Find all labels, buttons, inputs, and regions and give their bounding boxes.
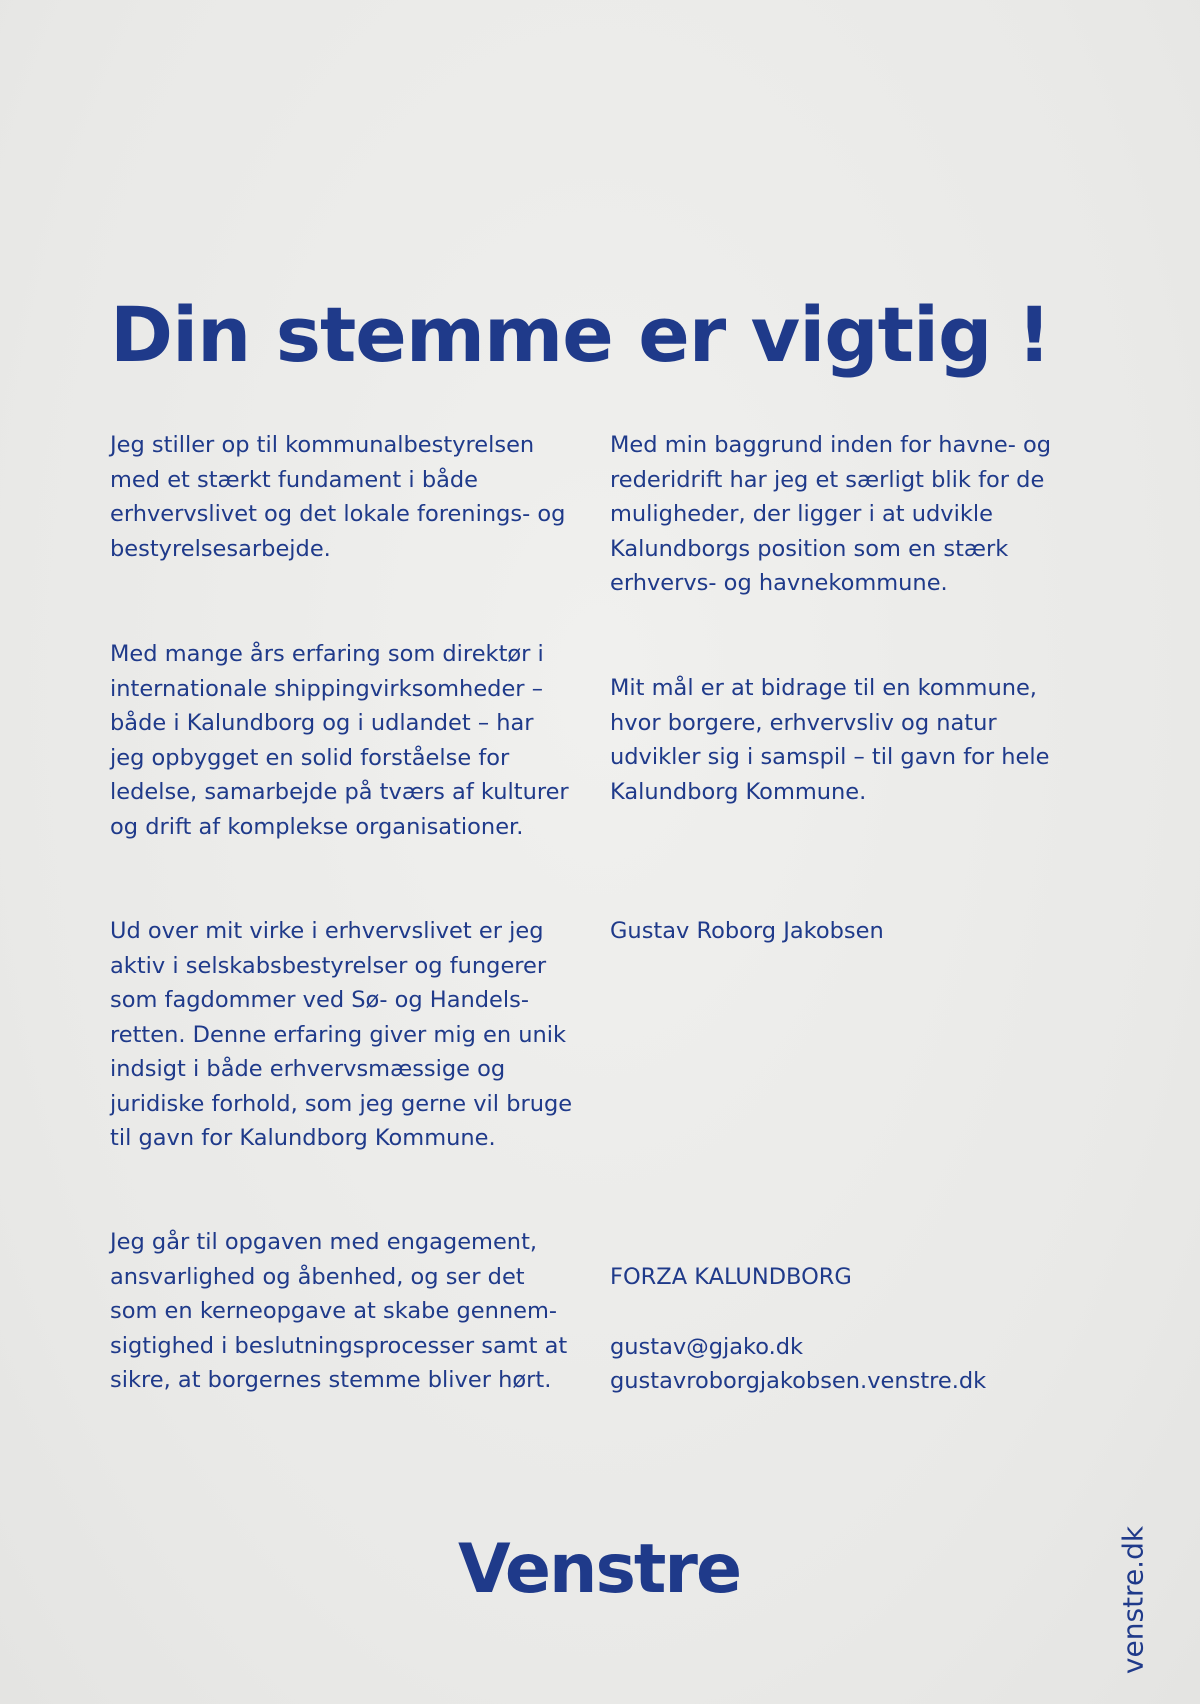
commitment-paragraph: Jeg går til opgaven med engagement, ansvarlighed og åbenhed, og ser det som en kerneopgave at skabe gennem- sigtighed i beslutningsprocesser samt at sikre, at borgernes stemme bliver hørt. xyxy=(110,1229,568,1393)
slogan: FORZA KALUNDBORG xyxy=(610,1264,852,1290)
background-paragraph: Med min baggrund inden for havne- og rederidrift har jeg et særligt blik for de muligheder, der ligger i at udvikle Kalundborgs position som en stærk erhvervs- og havnekommune. xyxy=(610,432,1052,596)
experience-paragraph: Med mange års erfaring som direktør i internationale shippingvirksomheder – både i Kalundborg og i udlandet – har jeg opbygget en solid forståelse for ledelse, samarbejde på tværs af kulturer og drift af komplekse organisationer. xyxy=(110,641,569,840)
board-paragraph: Ud over mit virke i erhvervslivet er jeg aktiv i selskabsbestyrelser og fungerer som fagdommer ved Sø- og Handels- retten. Denne erfaring giver mig en unik indsigt i både erhvervsmæssige og juridiske forhold, som jeg gerne vil bruge til gavn for Kalundborg Kommune. xyxy=(110,918,573,1151)
signature-name: Gustav Roborg Jakobsen xyxy=(610,918,884,944)
venstre-logo: Venstre xyxy=(458,1530,741,1609)
website-link[interactable]: gustavroborgjakobsen.venstre.dk xyxy=(610,1368,987,1394)
email-link[interactable]: gustav@gjako.dk xyxy=(610,1334,804,1360)
side-url[interactable]: venstre.dk xyxy=(1116,1525,1150,1675)
goal-paragraph: Mit mål er at bidrage til en kommune, hvor borgere, erhvervsliv og natur udvikler sig i samspil – til gavn for hele Kalundborg Kommune. xyxy=(610,675,1050,805)
intro-paragraph: Jeg stiller op til kommunalbestyrelsen med et stærkt fundament i både erhvervslivet og det lokale forenings- og bestyrelsesarbejde. xyxy=(110,432,566,562)
page-title: Din stemme er vigtig ! xyxy=(110,290,1051,379)
